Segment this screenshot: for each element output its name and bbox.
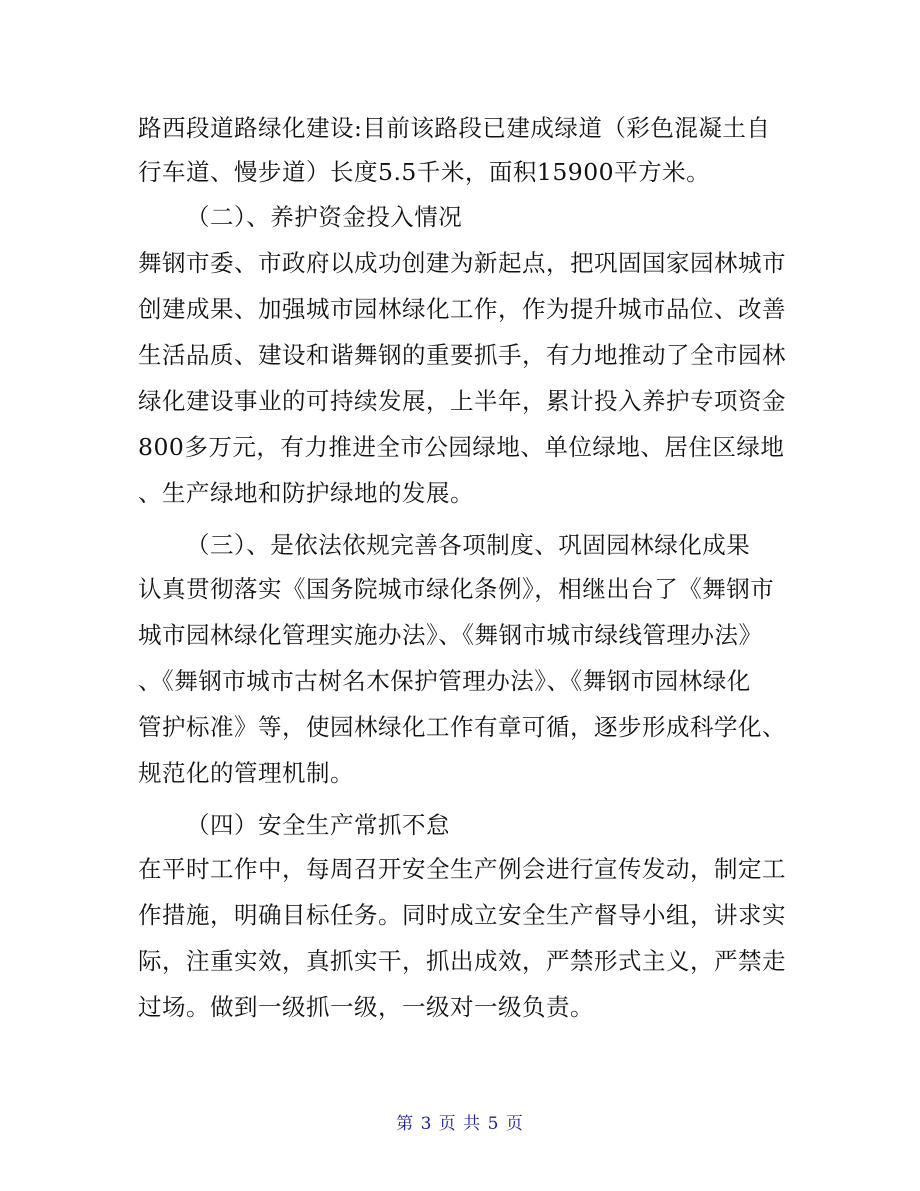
section-heading: （三）、是依法依规完善各项制度、巩固园林绿化成果: [186, 531, 751, 559]
body-line: 作措施，明确目标任务。同时成立安全生产督导小组，讲求实: [138, 901, 786, 929]
body-line: 规范化的管理机制。: [138, 759, 354, 787]
body-line: 管护标准》等，使园林绿化工作有章可循，逐步形成科学化、: [138, 713, 786, 741]
section-heading: （四）安全生产常抓不怠: [186, 811, 450, 839]
body-line: 过场。做到一级抓一级，一级对一级负责。: [138, 993, 594, 1021]
body-line: 创建成果、加强城市园林绿化工作，作为提升城市品位、改善: [138, 295, 786, 323]
page-number-footer: 第 3 页 共 5 页: [396, 1114, 524, 1134]
body-line: 、生产绿地和防护绿地的发展。: [138, 479, 474, 507]
body-line: 舞钢市委、市政府以成功创建为新起点，把巩固国家园林城市: [138, 249, 786, 277]
body-line: 800多万元，有力推进全市公园绿地、单位绿地、居住区绿地: [138, 433, 785, 461]
section-heading: （二）、养护资金投入情况: [186, 203, 463, 231]
body-line: 城市园林绿化管理实施办法》、《舞钢市城市绿线管理办法》: [138, 621, 763, 649]
body-line: 路西段道路绿化建设:目前该路段已建成绿道（彩色混凝土自: [138, 114, 771, 142]
body-line: 行车道、慢步道）长度5.5千米，面积15900平方米。: [138, 158, 711, 186]
body-line: 际，注重实效，真抓实干，抓出成效，严禁形式主义，严禁走: [138, 947, 786, 975]
body-line: 绿化建设事业的可持续发展，上半年，累计投入养护专项资金: [138, 387, 786, 415]
body-line: 、《舞钢市城市古树名木保护管理办法》、《舞钢市园林绿化: [138, 667, 751, 695]
body-line: 生活品质、建设和谐舞钢的重要抓手，有力地推动了全市园林: [138, 341, 786, 369]
body-line: 认真贯彻落实《国务院城市绿化条例》，相继出台了《舞钢市: [138, 575, 775, 603]
body-line: 在平时工作中，每周召开安全生产例会进行宣传发动，制定工: [138, 855, 786, 883]
